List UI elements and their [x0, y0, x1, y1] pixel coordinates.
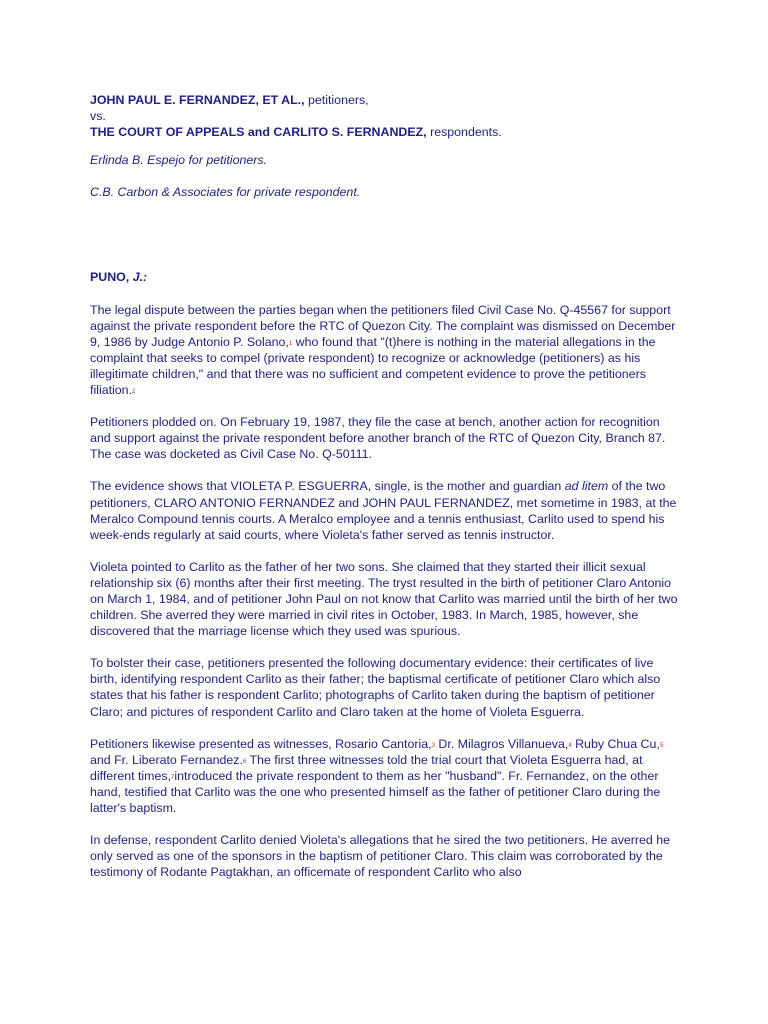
paragraph-6-text-e: The first three witnesses told the trial court that Violeta Esguerra had, at different times,	[90, 752, 643, 783]
paragraph-7: In defense, respondent Carlito denied Violeta's allegations that he sired the two petitioners. He averred he only served as one of the sponsors in the baptism of petitioner Claro. This claim was corroborated by the testimony of Rodante Pagtakhan, an officemate of respondent Carlito who also	[90, 833, 671, 880]
petitioners-line	[90, 92, 680, 108]
ponente	[90, 269, 680, 285]
paragraph-6-text-c: Ruby Chua Cu,	[571, 736, 660, 751]
footnote-ref-5[interactable]: 5	[659, 742, 664, 749]
respondents-role: respondents.	[426, 125, 502, 140]
footnote-ref-3[interactable]: 3	[431, 742, 435, 749]
ponente-suffix: J.:	[132, 270, 148, 285]
ponente-name: PUNO,	[90, 270, 133, 285]
paragraph-3-italic: ad litem	[564, 479, 609, 494]
petitioners-name: JOHN PAUL E. FERNANDEZ, ET AL.,	[90, 93, 305, 107]
footnote-ref-1[interactable]: 1	[288, 340, 293, 347]
paragraph-3-text-a: The evidence shows that VIOLETA P. ESGUERRA, single, is the mother and guardian	[90, 479, 565, 494]
paragraph-4: Violeta pointed to Carlito as the father of her two sons. She claimed that they started their illicit sexual relationship six (6) months after their first meeting. The tryst resulted in the birth of petitioner Claro Antonio on March 1, 1984, and of petitioner John Paul on not know that Carlito was married until the birth of her two children. She averred they were married in civil rites in October, 1983. In March, 1985, however, she discovered that the marriage license which they used was spurious.	[90, 559, 678, 639]
paragraph-6-text-f: introduced the private respondent to them as her "husband". Fr. Fernandez, on the other hand, testified that Carlito was the one who presented himself as the father of petitioner Claro during the latter's baptism.	[90, 768, 661, 815]
paragraph-5: To bolster their case, petitioners presented the following documentary evidence: their certificates of live birth, identifying respondent Carlito as their father; the baptismal certificate of petitioner Claro which also states that his father is respondent Carlito; photographs of Carlito taken during the baptism of petitioner Claro; and pictures of respondent Carlito and Claro taken at the home of Violeta Esguerra.	[90, 656, 661, 719]
case-caption	[90, 92, 680, 140]
paragraph-3	[90, 478, 680, 542]
paragraph-6-text-d: and Fr. Liberato Fernandez.	[90, 752, 243, 767]
paragraph-1-text-b: who found that "(t)here is nothing in the material allegations in the complaint that seeks to compel (private respondent) to recognize or acknowledge (petitioners) as his illegitimate children," and that there was no sufficient and competent evidence to prove the petitioners filiation.	[90, 334, 656, 398]
petitioners-role: petitioners,	[304, 93, 369, 107]
footnote-ref-7[interactable]: 7	[171, 774, 175, 781]
versus-line: vs.	[90, 109, 106, 124]
footnote-ref-4[interactable]: 4	[568, 742, 572, 749]
counsel-respondent: C.B. Carbon & Associates for private respondent.	[90, 185, 361, 200]
paragraph-3-text-b: of the two petitioners, CLARO ANTONIO FERNANDEZ and JOHN PAUL FERNANDEZ, met sometime in 1983, at the Meralco Compound tennis courts. A Meralco employee and a tennis enthusiast, Carlito used to spend his week-ends regularly at said courts, where Violeta's father served as tennis instructor.	[90, 479, 677, 542]
paragraph-1-text-a: The legal dispute between the parties began when the petitioners filed Civil Case No. Q-45567 for support against the private respondent before the RTC of Quezon City. The complaint was dismissed on December 9, 1986 by Judge Antonio P. Solano,	[90, 302, 676, 349]
paragraph-6-text-a: Petitioners likewise presented as witnesses, Rosario Cantoria,	[90, 736, 432, 751]
paragraph-1	[90, 302, 680, 399]
counsel-petitioners: Erlinda B. Espejo for petitioners.	[90, 153, 268, 168]
respondents-line	[90, 124, 680, 140]
footnote-ref-6[interactable]: 6	[242, 758, 247, 765]
respondents-name: THE COURT OF APPEALS and CARLITO S. FERNANDEZ,	[90, 125, 427, 140]
document-body	[90, 92, 680, 880]
paragraph-6-text-b: Dr. Milagros Villanueva,	[434, 736, 569, 751]
paragraph-2: Petitioners plodded on. On February 19, 1987, they file the case at bench, another action for recognition and support against the private respondent before another branch of the RTC of Quezon City, Branch 87. The case was docketed as Civil Case No. Q-50111.	[90, 415, 666, 462]
footnote-ref-2[interactable]: 2	[132, 389, 136, 396]
paragraph-6	[90, 736, 680, 816]
